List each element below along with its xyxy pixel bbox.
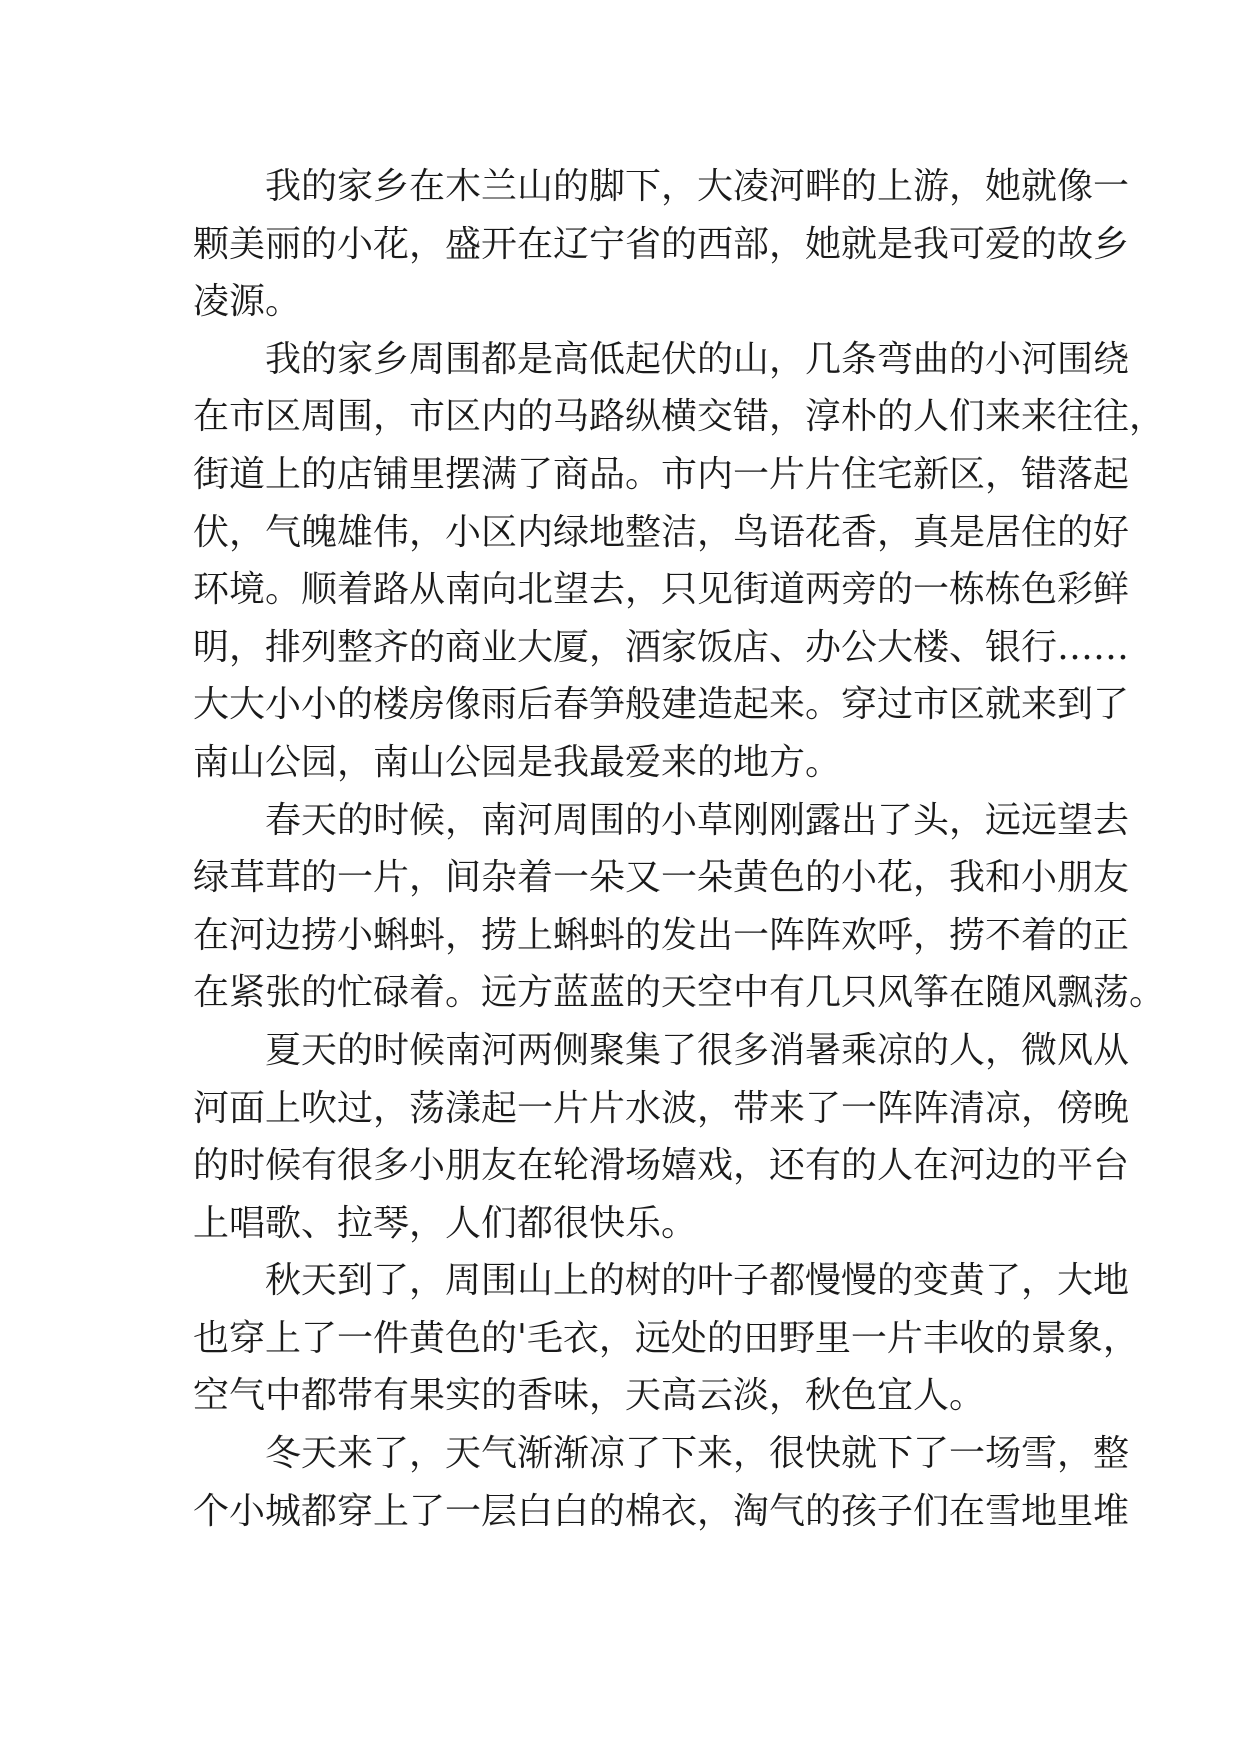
text-line: 个小城都穿上了一层白白的棉衣，淘气的孩子们在雪地里堆 (193, 1490, 1130, 1532)
text-line: 明，排列整齐的商业大厦，酒家饭店、办公大楼、银行…… (193, 626, 1130, 668)
text-line: 在紧张的忙碌着。远方蓝蓝的天空中有几只风筝在随风飘荡。 (193, 972, 1166, 1014)
text-line: 我的家乡周围都是高低起伏的山，几条弯曲的小河围绕 (265, 338, 1130, 380)
text-line: 街道上的店铺里摆满了商品。市内一片片住宅新区，错落起 (193, 453, 1130, 495)
text-line: 我的家乡在木兰山的脚下，大凌河畔的上游，她就像一 (265, 166, 1130, 207)
text-line: 空气中都带有果实的香味，天高云淡，秋色宜人。 (193, 1375, 986, 1417)
document-body (193, 158, 1166, 1540)
text-line: 夏天的时候南河两侧聚集了很多消暑乘凉的人，微风从 (265, 1029, 1130, 1071)
text-line: 凌源。 (193, 281, 302, 323)
text-line: 河面上吹过，荡漾起一片片水波，带来了一阵阵清凉，傍晚 (193, 1087, 1130, 1129)
text-line: 大大小小的楼房像雨后春笋般建造起来。穿过市区就来到了 (193, 684, 1130, 726)
text-line: 伏，气魄雄伟，小区内绿地整洁，鸟语花香，真是居住的好 (193, 511, 1130, 553)
text-line: 颗美丽的小花，盛开在辽宁省的西部，她就是我可爱的故乡 (193, 223, 1130, 265)
text-line: 绿茸茸的一片，间杂着一朵又一朵黄色的小花，我和小朋友 (193, 857, 1130, 899)
text-line: 春天的时候，南河周围的小草刚刚露出了头，远远望去 (265, 799, 1130, 841)
text-line: 也穿上了一件黄色的'毛衣，远处的田野里一片丰收的景象， (193, 1317, 1139, 1359)
text-line: 环境。顺着路从南向北望去，只见街道两旁的一栋栋色彩鲜 (193, 569, 1130, 611)
text-line: 南山公园，南山公园是我最爱来的地方。 (193, 741, 842, 783)
text-line: 上唱歌、拉琴，人们都很快乐。 (193, 1202, 698, 1244)
text-line: 在市区周围，市区内的马路纵横交错，淳朴的人们来来往往， (193, 396, 1166, 438)
text-line: 冬天来了，天气渐渐凉了下来，很快就下了一场雪，整 (265, 1433, 1130, 1475)
text-line: 在河边捞小蝌蚪，捞上蝌蚪的发出一阵阵欢呼，捞不着的正 (193, 914, 1130, 956)
text-line: 秋天到了，周围山上的树的叶子都慢慢的变黄了，大地 (265, 1260, 1130, 1302)
text-line: 的时候有很多小朋友在轮滑场嬉戏，还有的人在河边的平台 (193, 1145, 1130, 1187)
